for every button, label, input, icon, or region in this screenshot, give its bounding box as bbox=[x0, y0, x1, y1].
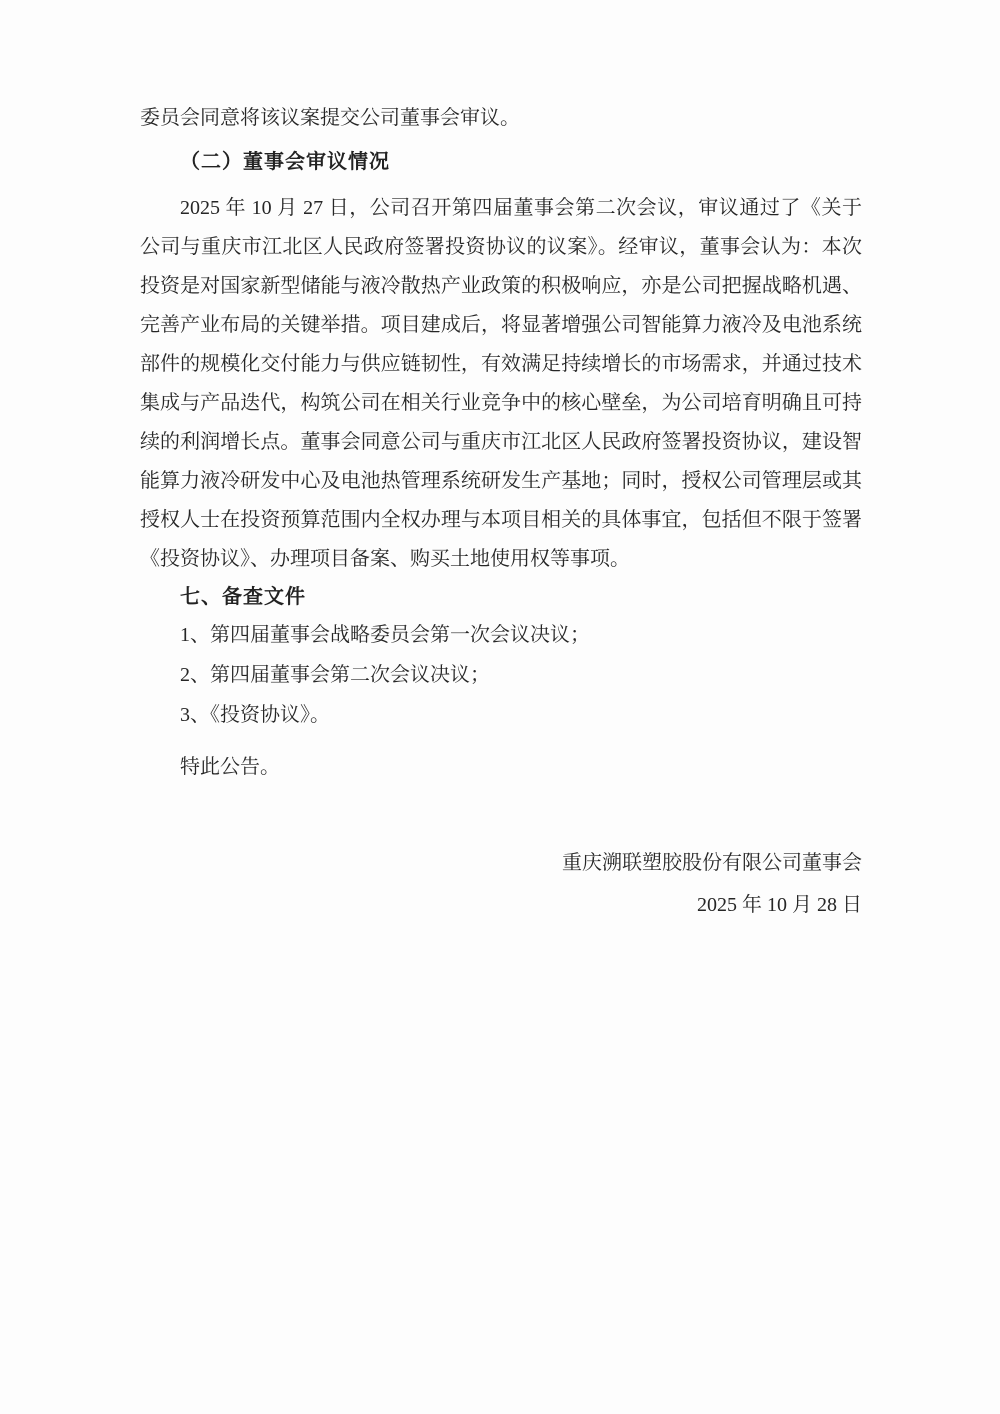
list-item-resolution-strategy-committee: 1、第四届董事会战略委员会第一次会议决议； bbox=[180, 624, 590, 646]
signature-block bbox=[140, 842, 862, 926]
list-item-resolution-board-meeting: 2、第四届董事会第二次会议决议； bbox=[180, 664, 490, 686]
signature-date: 2025 年 10 月 28 日 bbox=[697, 894, 862, 916]
list-item-investment-agreement: 3、《投资协议》。 bbox=[180, 704, 330, 726]
reference-document-list bbox=[140, 615, 862, 735]
paragraph-continuation: 委员会同意将该议案提交公司董事会审议。 bbox=[140, 107, 520, 129]
signature-company: 重庆溯联塑胶股份有限公司董事会 bbox=[562, 852, 862, 874]
closing-statement: 特此公告。 bbox=[180, 756, 280, 778]
section-heading-board-review: （二）董事会审议情况 bbox=[180, 151, 390, 173]
section-heading-reference-documents: 七、备查文件 bbox=[180, 586, 306, 608]
paragraph-board-review: 2025 年 10 月 27 日，公司召开第四届董事会第二次会议，审议通过了《关于公司与重庆市江北区人民政府签署投资协议的议案》。经审议，董事会认为：本次投资是对国家新型储能与液冷散热产业政策的积极响应，亦是公司把握战略机遇、完善产业布局的关键举措。项目建成后，将显著增强公司智能算力液冷及电池系统部件的规模化交付能力与供应链韧性，有效满足持续增长的市场需求，并通过技术集成与产品迭代，构筑公司在相关行业竞争中的核心壁垒，为公司培育明确且可持续的利润增长点。董事会同意公司与重庆市江北区人民政府签署投资协议，建设智能算力液冷研发中心及电池热管理系统研发生产基地；同时，授权公司管理层或其授权人士在投资预算范围内全权办理与本项目相关的具体事宜，包括但不限于签署《投资协议》、办理项目备案、购买土地使用权等事项。 bbox=[140, 197, 862, 570]
